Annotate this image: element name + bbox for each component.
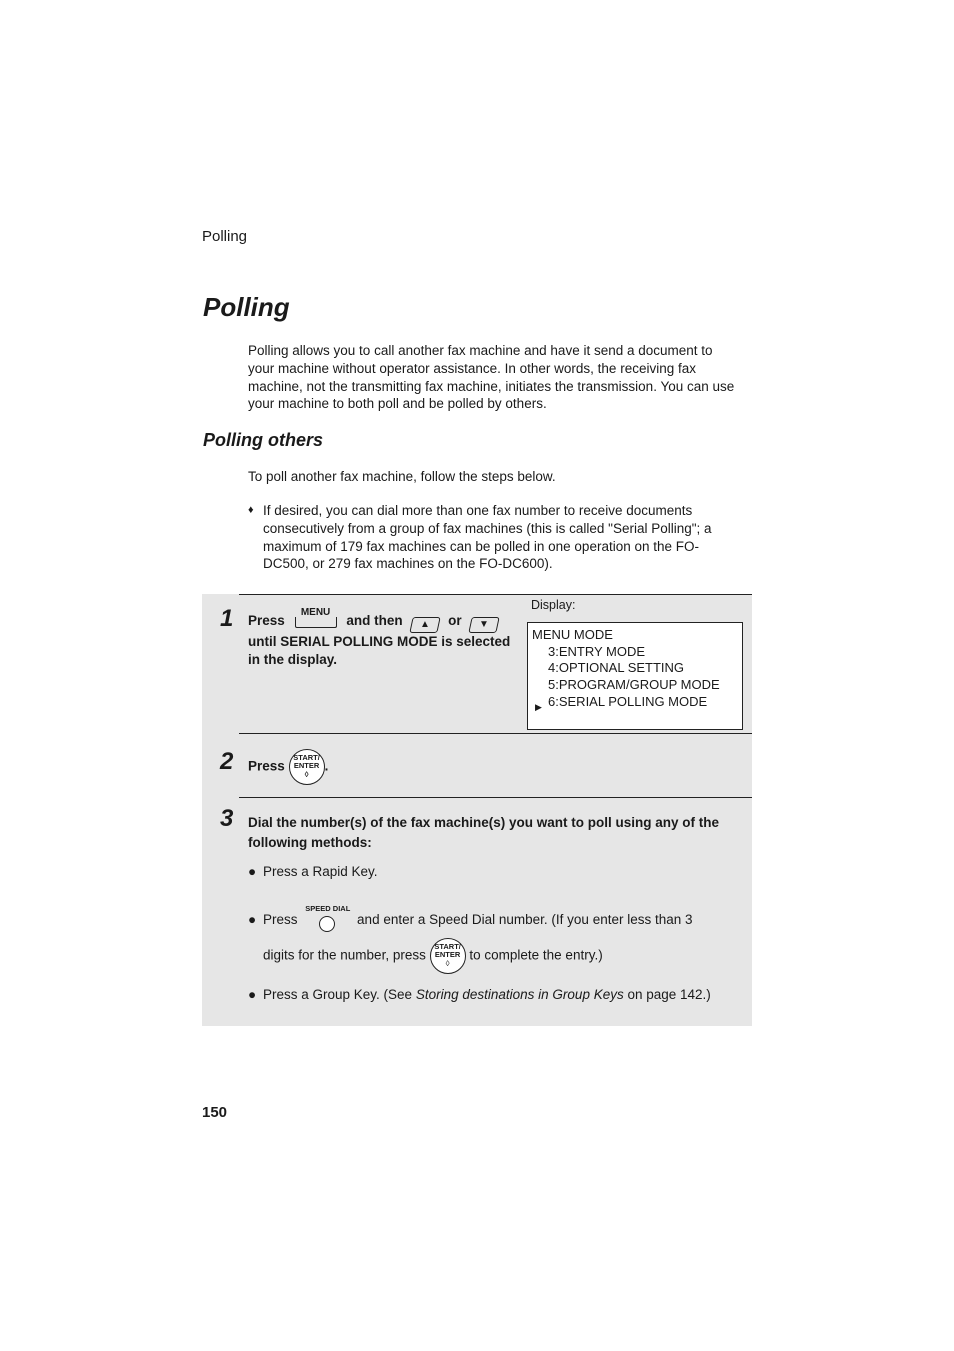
- start-key-symbol: ◊: [445, 959, 450, 968]
- start-key-line2: ENTER: [434, 950, 461, 959]
- down-arrow-glyph: ▼: [479, 619, 490, 630]
- step3-instruction: Dial the number(s) of the fax machine(s) you want to poll using any of the following methods:: [248, 815, 720, 850]
- note-text: If desired, you can dial more than one fax number to receive documents consecutively from a group of fax machines (this is called "Serial Polling"; a maximum of 179 fax machines can be polled in one operation on the FO-DC500, or 279 fax machines on the FO-DC600).: [263, 503, 712, 572]
- start-key-line1: START/: [293, 753, 320, 762]
- group-key-post: on page 142.): [627, 987, 711, 1002]
- method-speed-dial-rest: and enter a Speed Dial number. (If you enter less than 3: [357, 912, 693, 927]
- page-number: 150: [202, 1104, 228, 1121]
- down-arrow-key-icon: [469, 617, 500, 633]
- menu-key-icon: [295, 607, 337, 628]
- step2-press: Press: [248, 758, 285, 774]
- method-rapid-key-text: Press a Rapid Key.: [263, 864, 378, 879]
- start-key-line2: ENTER: [293, 761, 320, 770]
- display-label: Display:: [531, 598, 576, 612]
- method-rapid-key: [248, 864, 378, 879]
- up-arrow-glyph: ▲: [420, 619, 431, 630]
- start-enter-key-icon: [430, 938, 466, 974]
- lcd-line-3: 4:OPTIONAL SETTING: [548, 660, 685, 675]
- step-number-1: 1: [220, 605, 234, 632]
- lcd-display: [527, 622, 743, 730]
- step-number-2: 2: [220, 748, 234, 775]
- step2-period: .: [324, 758, 329, 774]
- step3-top-rule: [239, 797, 752, 798]
- speed-dial-line2-pre: digits for the number, press: [263, 947, 426, 963]
- speed-dial-button-shape: [319, 916, 335, 932]
- bullet-dot-icon: ●: [248, 912, 257, 927]
- lcd-line-2: 3:ENTRY MODE: [548, 644, 646, 659]
- start-enter-key-icon: [289, 749, 325, 785]
- intro-paragraph: Polling allows you to call another fax machine and have it send a document to your machine without operator assistance. In other words, the receiving fax machine, not the transmitting fax machine, initiates the transmission. You can use your machine to both poll and be polled by others.: [248, 343, 735, 412]
- lcd-cursor-icon: ▶: [535, 702, 542, 712]
- step1-or: or: [448, 613, 462, 628]
- group-key-reference: Storing destinations in Group Keys: [415, 987, 624, 1002]
- running-header: Polling: [202, 228, 248, 245]
- method-group-key: [248, 987, 711, 1002]
- step2-top-rule: [239, 733, 752, 734]
- bullet-dot-icon: ●: [248, 864, 257, 879]
- step1-press: Press: [248, 613, 285, 628]
- diamond-bullet-icon: ♦: [248, 504, 254, 516]
- lead-text: To poll another fax machine, follow the steps below.: [248, 469, 556, 484]
- bullet-dot-icon: ●: [248, 987, 257, 1002]
- method-speed-dial-line2: [263, 938, 603, 974]
- up-arrow-key-icon: [410, 617, 441, 633]
- section-subtitle: Polling others: [203, 430, 324, 450]
- speed-dial-key-label: SPEED DIAL: [305, 904, 351, 913]
- speed-dial-line2-post: to complete the entry.): [469, 947, 603, 963]
- speed-dial-key-icon: [305, 906, 349, 932]
- serial-polling-note: [248, 502, 740, 573]
- group-key-pre: Press a Group Key. (See: [263, 987, 413, 1002]
- step2-instruction: [248, 749, 328, 785]
- step1-instruction: [248, 607, 518, 669]
- method-speed-dial-press: Press: [263, 912, 298, 927]
- method-speed-dial: [248, 906, 693, 932]
- step1-top-rule: [239, 594, 752, 595]
- start-key-line1: START/: [434, 942, 461, 951]
- start-key-symbol: ◊: [304, 770, 309, 779]
- lcd-line-4: 5:PROGRAM/GROUP MODE: [548, 677, 720, 692]
- menu-key-label: MENU: [300, 607, 331, 618]
- step1-and-then: and then: [346, 613, 403, 628]
- lcd-line-5: 6:SERIAL POLLING MODE: [548, 694, 708, 709]
- page-title: Polling: [203, 292, 290, 322]
- step1-rest: until SERIAL POLLING MODE is selected in the display.: [248, 634, 511, 667]
- lcd-line-1: MENU MODE: [532, 627, 613, 642]
- step-number-3: 3: [220, 805, 234, 832]
